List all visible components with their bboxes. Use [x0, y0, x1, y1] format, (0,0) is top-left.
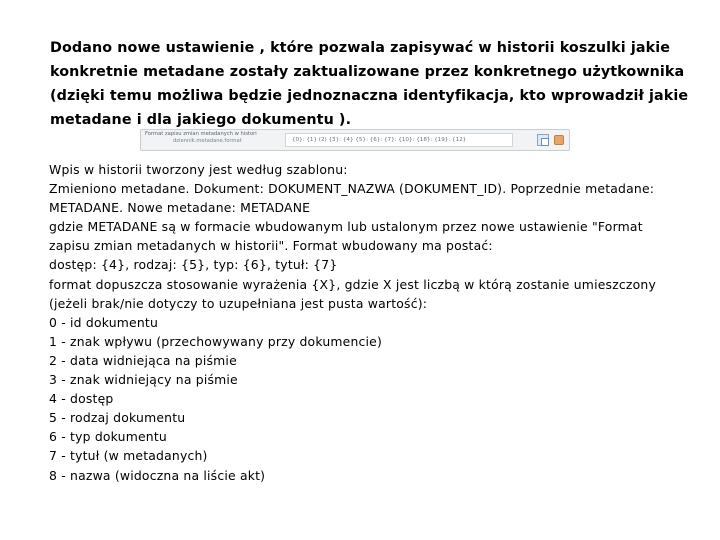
description-line: (jeżeli brak/nie dotyczy to uzupełniana jest pusta wartość): — [49, 295, 428, 311]
list-item: 7 - tytuł (w metadanych) — [49, 448, 208, 464]
list-item: 4 - dostęp — [49, 391, 114, 407]
description-line: gdzie METADANE są w formacie wbudowanym lub ustalonym przez nowe ustawienie "Format — [49, 219, 643, 235]
description-line: dostęp: {4}, rodzaj: {5}, typ: {6}, tytuł: {7} — [49, 257, 338, 273]
list-item: 0 - id dokumentu — [49, 314, 159, 330]
description-line: METADANE. Nowe metadane: METADANE — [49, 200, 311, 216]
embedded-settings-screenshot — [140, 129, 570, 151]
setting-label-key: dziennik.metadane.format — [173, 137, 242, 144]
list-item: 6 - typ dokumentu — [49, 429, 167, 445]
setting-label-title: Format zapisu zmian metadanych w histori — [145, 131, 257, 137]
remove-icon — [554, 135, 564, 145]
list-item: 3 - znak widniejący na piśmie — [49, 372, 238, 388]
description-line: Zmieniono metadane. Dokument: DOKUMENT_NAZWA (DOKUMENT_ID). Poprzednie metadane: — [49, 181, 655, 197]
heading-line: Dodano nowe ustawienie , które pozwala zapisywać w historii koszulki jakie — [50, 40, 671, 56]
heading-line: konkretnie metadane zostały zaktualizowane przez konkretnego użytkownika — [50, 64, 685, 80]
list-item: 5 - rodzaj dokumentu — [49, 410, 186, 426]
copy-icon — [537, 134, 549, 146]
heading-line: metadane i dla jakiego dokumentu ). — [50, 112, 352, 128]
heading-line: (dzięki temu możliwa będzie jednoznaczna identyfikacja, kto wprowadził jakie — [50, 88, 689, 104]
setting-label — [145, 131, 281, 144]
list-item: 2 - data widniejąca na piśmie — [49, 352, 237, 368]
setting-value-field: {0}: {1} (2) {3}: {4} {5}: {6}: {7}: {10}: {18}: {19}: {12} — [285, 133, 513, 147]
description-line: zapisu zmian metadanych w historii". Format wbudowany ma postać: — [49, 238, 493, 254]
list-item: 1 - znak wpływu (przechowywany przy dokumencie) — [49, 333, 383, 349]
description-line: format dopuszcza stosowanie wyrażenia {X}, gdzie X jest liczbą w którą zostanie umieszczony — [49, 276, 656, 292]
description-line: Wpis w historii tworzony jest według szablonu: — [49, 162, 348, 177]
page-heading — [50, 36, 690, 132]
template-description — [49, 160, 699, 485]
list-item: 8 - nazwa (widoczna na liście akt) — [49, 467, 266, 483]
